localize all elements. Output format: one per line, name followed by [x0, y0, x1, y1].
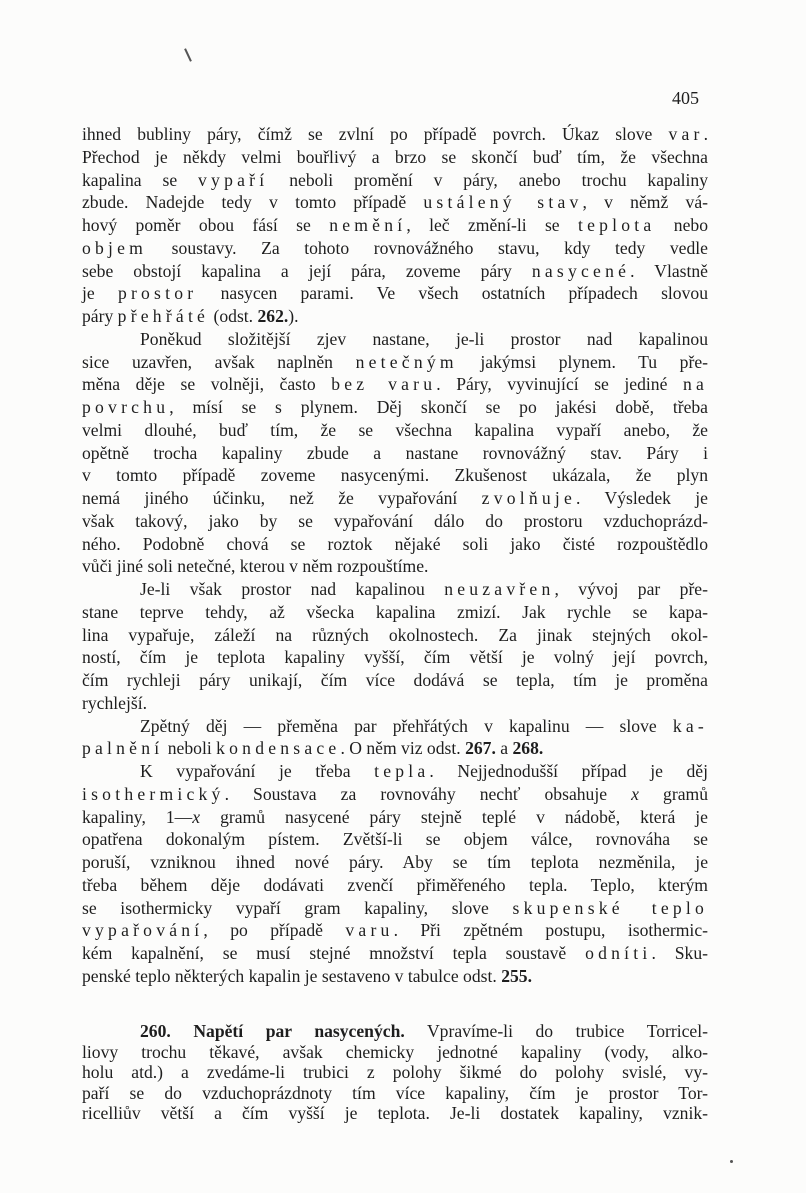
text-line — [82, 442, 708, 465]
text-line — [82, 760, 708, 783]
text-line — [82, 624, 708, 647]
text-run: Vpravíme-li do trubice Torricel- — [404, 1021, 708, 1041]
emphasized-text: odníti — [585, 943, 652, 963]
bold-text: 262. — [257, 306, 289, 326]
text-line — [82, 351, 708, 374]
text-run: liovy trochu těkavé, avšak chemicky jednotné kapaliny (vody, alko- — [82, 1041, 708, 1062]
text-run: ností, čím je teplota kapaliny vyšší, čím větší je volný její povrch, — [82, 647, 708, 668]
paragraph — [82, 760, 708, 988]
text-run: holu atd.) a zvedáme-li trubici z polohy šikmé do polohy svislé, vy- — [82, 1062, 708, 1083]
text-run: , leč změní-li se — [406, 215, 578, 235]
page-number: 405 — [672, 88, 699, 108]
emphasized-text: na — [682, 374, 709, 395]
text-run: poruší, vzniknou ihned nové páry. Aby se tím teplota nezměnila, je — [82, 852, 708, 872]
text-run: kapalina se — [82, 169, 199, 190]
text-line — [82, 464, 708, 487]
text-run: kapaliny, 1— — [82, 806, 193, 827]
text-run: je — [82, 283, 118, 304]
text-line — [82, 555, 708, 578]
text-run: rychlejší. — [82, 692, 147, 713]
emphasized-text: palnění — [82, 738, 164, 759]
text-line — [82, 282, 708, 305]
emphasized-text: neuzavřen — [444, 579, 555, 599]
emphasized-text: povrchu — [82, 397, 170, 417]
scan-speck — [730, 1160, 733, 1163]
text-line — [82, 510, 708, 533]
emphasized-text: varu — [345, 920, 394, 941]
text-run: , mísí se s plynem. Děj skončí se po jakési době, třeba — [169, 397, 708, 417]
text-run: opatřena dokonalým pístem. Zvětší-li se objem válce, rovnováha se — [82, 829, 708, 850]
text-line — [82, 146, 708, 169]
text-line — [82, 828, 708, 851]
text-run: (odst. — [209, 306, 258, 326]
text-run: . O něm viz odst. — [340, 738, 466, 759]
paragraph — [82, 123, 708, 328]
text-run: velmi dlouhé, buď tím, že se všechna kapalina vypaří anebo, že — [82, 419, 708, 440]
emphasized-text: tepla — [374, 761, 430, 781]
emphasized-text: ustálený stav — [423, 192, 583, 213]
text-run: . Výsledek je — [576, 488, 708, 508]
text-line — [82, 874, 708, 897]
text-run: Zpětný děj — přeměna par přehřátých v kapalinu — slove — [140, 715, 673, 736]
text-line — [82, 578, 708, 601]
text-line — [82, 191, 708, 214]
paragraph — [82, 578, 708, 715]
text-run: nebo — [655, 215, 708, 235]
text-run: . Nejjednodušší případ je děj — [429, 761, 708, 781]
emphasized-text: přehřáté — [117, 306, 210, 326]
text-line — [82, 328, 708, 351]
text-run: nemá jiného účinku, než že vypařování — [82, 488, 482, 508]
math-variable: x — [192, 806, 201, 827]
emphasized-text: ka- — [672, 715, 708, 736]
text-run: . Při zpětném postupu, isothermic- — [393, 920, 708, 941]
text-run: gramů — [638, 783, 708, 804]
text-run: , v němž vá- — [582, 192, 708, 213]
emphasized-text: vypaří — [198, 169, 269, 190]
text-run: ného. Podobně chová se roztok nějaké soli jako čisté rozpouštědlo — [82, 533, 708, 554]
text-run: vůči jiné soli netečné, kterou v něm rozpouštíme. — [82, 556, 429, 577]
text-run: neboli promění v páry, anebo trochu kapaliny — [268, 169, 709, 190]
text-line — [82, 601, 708, 624]
text-run: kém kapalnění, se musí stejné množství tepla soustavě — [82, 943, 586, 963]
text-line — [82, 1103, 708, 1124]
text-run: v tomto případě zoveme nasycenými. Zkušenost ukázala, že plyn — [82, 465, 708, 486]
text-run: Přechod je někdy velmi bouřlivý a brzo se skončí buď tím, že všechna — [82, 146, 708, 167]
text-line — [82, 169, 708, 192]
text-run: soustavy. Za tohoto rovnovážného stavu, kdy tedy vedle — [147, 237, 708, 258]
text-line — [82, 396, 708, 419]
text-line — [82, 646, 708, 669]
emphasized-text: nasycené — [531, 260, 631, 281]
emphasized-text: kondensace — [216, 738, 341, 759]
text-run: neboli — [163, 738, 217, 759]
bold-text: 255. — [501, 965, 532, 986]
text-line — [82, 897, 708, 920]
text-run: Je-li však prostor nad kapalinou — [140, 579, 445, 599]
text-line — [82, 715, 708, 738]
emphasized-text: vypařování — [82, 920, 204, 941]
emphasized-text: var — [668, 124, 704, 144]
text-line — [82, 806, 708, 829]
text-line — [82, 669, 708, 692]
text-line — [82, 373, 708, 396]
text-line — [82, 783, 708, 806]
emphasized-text: objem — [82, 237, 148, 258]
text-line — [82, 1021, 708, 1042]
text-run: K vypařování je třeba — [140, 761, 375, 781]
text-run: ). — [288, 306, 299, 326]
emphasized-text: skupenské teplo — [512, 897, 709, 918]
text-line — [82, 533, 708, 556]
text-run: sebe obstojí kapalina a její pára, zoveme páry — [82, 260, 532, 281]
text-run: ricelliův větší a čím vyšší je teplota. Je-li dostatek kapaliny, vznik- — [82, 1103, 708, 1124]
text-run: třeba během děje dodávati zvenčí přiměřeného tepla. Teplo, kterým — [82, 874, 708, 895]
text-line — [82, 487, 708, 510]
text-run: jakýmsi plynem. Tu pře- — [457, 351, 708, 372]
text-run: a — [495, 738, 513, 759]
text-run: opětně trocha kapaliny zbude a nastane rovnovážný stav. Páry i — [82, 442, 708, 463]
text-run: nasycen parami. Ve všech ostatních případech slovou — [197, 283, 708, 304]
emphasized-text: bez varu — [331, 374, 437, 395]
text-line — [82, 419, 708, 442]
text-run: měna děje se volněji, často — [82, 374, 332, 395]
text-run: . Sku- — [651, 943, 708, 963]
text-run: . Páry, vyvinující se jediné — [436, 374, 683, 395]
text-line — [82, 851, 708, 874]
bold-text: 260. Napětí par nasycených. — [140, 1021, 405, 1041]
text-run: hový poměr obou fásí se — [82, 215, 330, 235]
emphasized-text: isothermický — [82, 783, 225, 804]
text-run: Poněkud složitější zjev nastane, je-li prostor nad kapalinou — [140, 328, 708, 349]
text-run: . — [703, 124, 708, 144]
text-line — [82, 1083, 708, 1104]
emphasized-text: teplota — [577, 215, 656, 235]
text-line — [82, 123, 708, 146]
text-run: ihned bubliny páry, čímž se zvlní po případě povrch. Úkaz slove — [82, 124, 669, 144]
paragraph — [82, 715, 708, 761]
body-text — [82, 123, 708, 988]
text-run: . Soustava za rovnováhy nechť obsahuje — [224, 783, 632, 804]
text-line — [82, 1042, 708, 1063]
math-variable: x — [631, 783, 639, 804]
text-run: penské teplo některých kapalin je sestaveno v tabulce odst. — [82, 965, 502, 986]
section-260 — [82, 1021, 708, 1124]
text-line — [82, 692, 708, 715]
text-line — [82, 214, 708, 237]
emphasized-text: zvolňuje — [481, 488, 577, 508]
emphasized-text: netečným — [355, 351, 458, 372]
text-run: však takový, jako by se vypařování dálo do prostoru vzduchoprázd- — [82, 510, 708, 531]
scan-speck — [184, 48, 192, 62]
paragraph — [82, 328, 708, 578]
text-run: čím rychleji páry unikají, čím více dodává se tepla, tím je proměna — [82, 670, 708, 690]
emphasized-text: nemění — [329, 215, 407, 235]
text-run: zbude. Nadejde tedy v tomto případě — [82, 192, 424, 213]
text-run: se isothermicky vypaří gram kapaliny, slove — [82, 897, 513, 918]
text-line — [82, 942, 708, 965]
text-line — [82, 919, 708, 942]
text-run: sice uzavřen, avšak naplněn — [82, 351, 356, 372]
text-run: , po případě — [203, 920, 346, 941]
bold-text: 268. — [512, 738, 544, 759]
text-run: gramů nasycené páry stejně teplé v nádobě, která je — [200, 806, 708, 827]
emphasized-text: prostor — [117, 283, 198, 304]
text-run: páry — [82, 306, 118, 326]
text-run: . Vlastně — [630, 260, 708, 281]
text-line — [82, 237, 708, 260]
paragraph — [82, 1021, 708, 1124]
text-line — [82, 965, 708, 988]
text-run: stane teprve tehdy, až všecka kapalina zmizí. Jak rychle se kapa- — [82, 601, 708, 622]
text-run: , vývoj par pře- — [554, 579, 708, 599]
text-run: lina vypařuje, záleží na různých okolnostech. Za jinak stejných okol- — [82, 624, 708, 645]
text-line — [82, 737, 708, 760]
text-line — [82, 305, 708, 328]
text-line — [82, 260, 708, 283]
text-line — [82, 1062, 708, 1083]
bold-text: 267. — [465, 738, 496, 759]
text-run: paří se do vzduchoprázdnoty tím více kapaliny, čím je prostor Tor- — [82, 1082, 708, 1103]
